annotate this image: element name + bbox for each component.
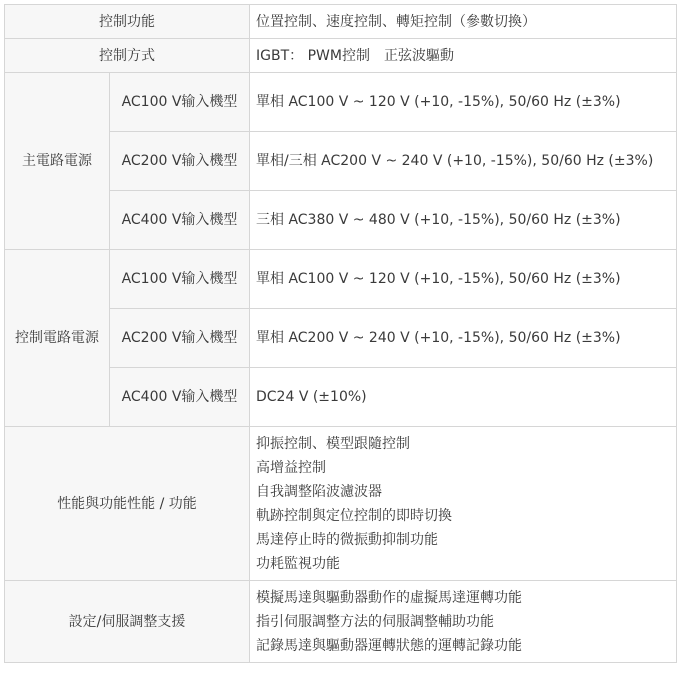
- list-item: 抑振控制、模型跟隨控制: [256, 435, 410, 452]
- control-power-ac400-label: AC400 V输入機型: [110, 368, 250, 427]
- main-power-ac400-label: AC400 V输入機型: [110, 191, 250, 250]
- main-power-ac100-label: AC100 V输入機型: [110, 73, 250, 132]
- control-power-label: 控制電路電源: [5, 250, 110, 427]
- setup-support-list: [250, 581, 677, 663]
- control-method-label: 控制方式: [5, 39, 250, 73]
- list-item: 記錄馬達與驅動器運轉狀態的運轉記錄功能: [256, 637, 522, 654]
- row-performance: [5, 427, 677, 581]
- list-item: 自我調整陷波濾波器: [256, 483, 382, 500]
- row-main-power-ac100: [5, 73, 677, 132]
- main-power-ac200-label: AC200 V输入機型: [110, 132, 250, 191]
- row-setup-support: [5, 581, 677, 663]
- control-power-ac200-value: 單相 AC200 V ~ 240 V (+10, -15%), 50/60 Hz (±3%): [250, 309, 677, 368]
- list-item: 模擬馬達與驅動器動作的虛擬馬達運轉功能: [256, 589, 522, 606]
- control-power-ac200-label: AC200 V输入機型: [110, 309, 250, 368]
- performance-list: [250, 427, 677, 581]
- row-control-function: [5, 5, 677, 39]
- list-item: 軌跡控制與定位控制的即時切換: [256, 507, 452, 524]
- main-power-ac200-value: 單相/三相 AC200 V ~ 240 V (+10, -15%), 50/60 Hz (±3%): [250, 132, 677, 191]
- control-function-label: 控制功能: [5, 5, 250, 39]
- main-power-label: 主電路電源: [5, 73, 110, 250]
- list-item: 指引伺服調整方法的伺服調整輔助功能: [256, 613, 494, 630]
- control-power-ac100-value: 單相 AC100 V ~ 120 V (+10, -15%), 50/60 Hz (±3%): [250, 250, 677, 309]
- main-power-ac400-value: 三相 AC380 V ~ 480 V (+10, -15%), 50/60 Hz (±3%): [250, 191, 677, 250]
- control-power-ac100-label: AC100 V输入機型: [110, 250, 250, 309]
- main-power-ac100-value: 單相 AC100 V ~ 120 V (+10, -15%), 50/60 Hz (±3%): [250, 73, 677, 132]
- list-item: 馬達停止時的微振動抑制功能: [256, 531, 438, 548]
- control-method-value: IGBT： PWM控制 正弦波驅動: [250, 39, 677, 73]
- setup-support-label: 設定/伺服調整支援: [5, 581, 250, 663]
- list-item: 高增益控制: [256, 459, 326, 476]
- spec-table: [4, 4, 677, 663]
- control-power-ac400-value: DC24 V (±10%): [250, 368, 677, 427]
- performance-label: 性能與功能性能 / 功能: [5, 427, 250, 581]
- control-function-value: 位置控制、速度控制、轉矩控制（參數切換）: [250, 5, 677, 39]
- row-control-power-ac100: [5, 250, 677, 309]
- row-control-method: [5, 39, 677, 73]
- list-item: 功耗監視功能: [256, 555, 340, 572]
